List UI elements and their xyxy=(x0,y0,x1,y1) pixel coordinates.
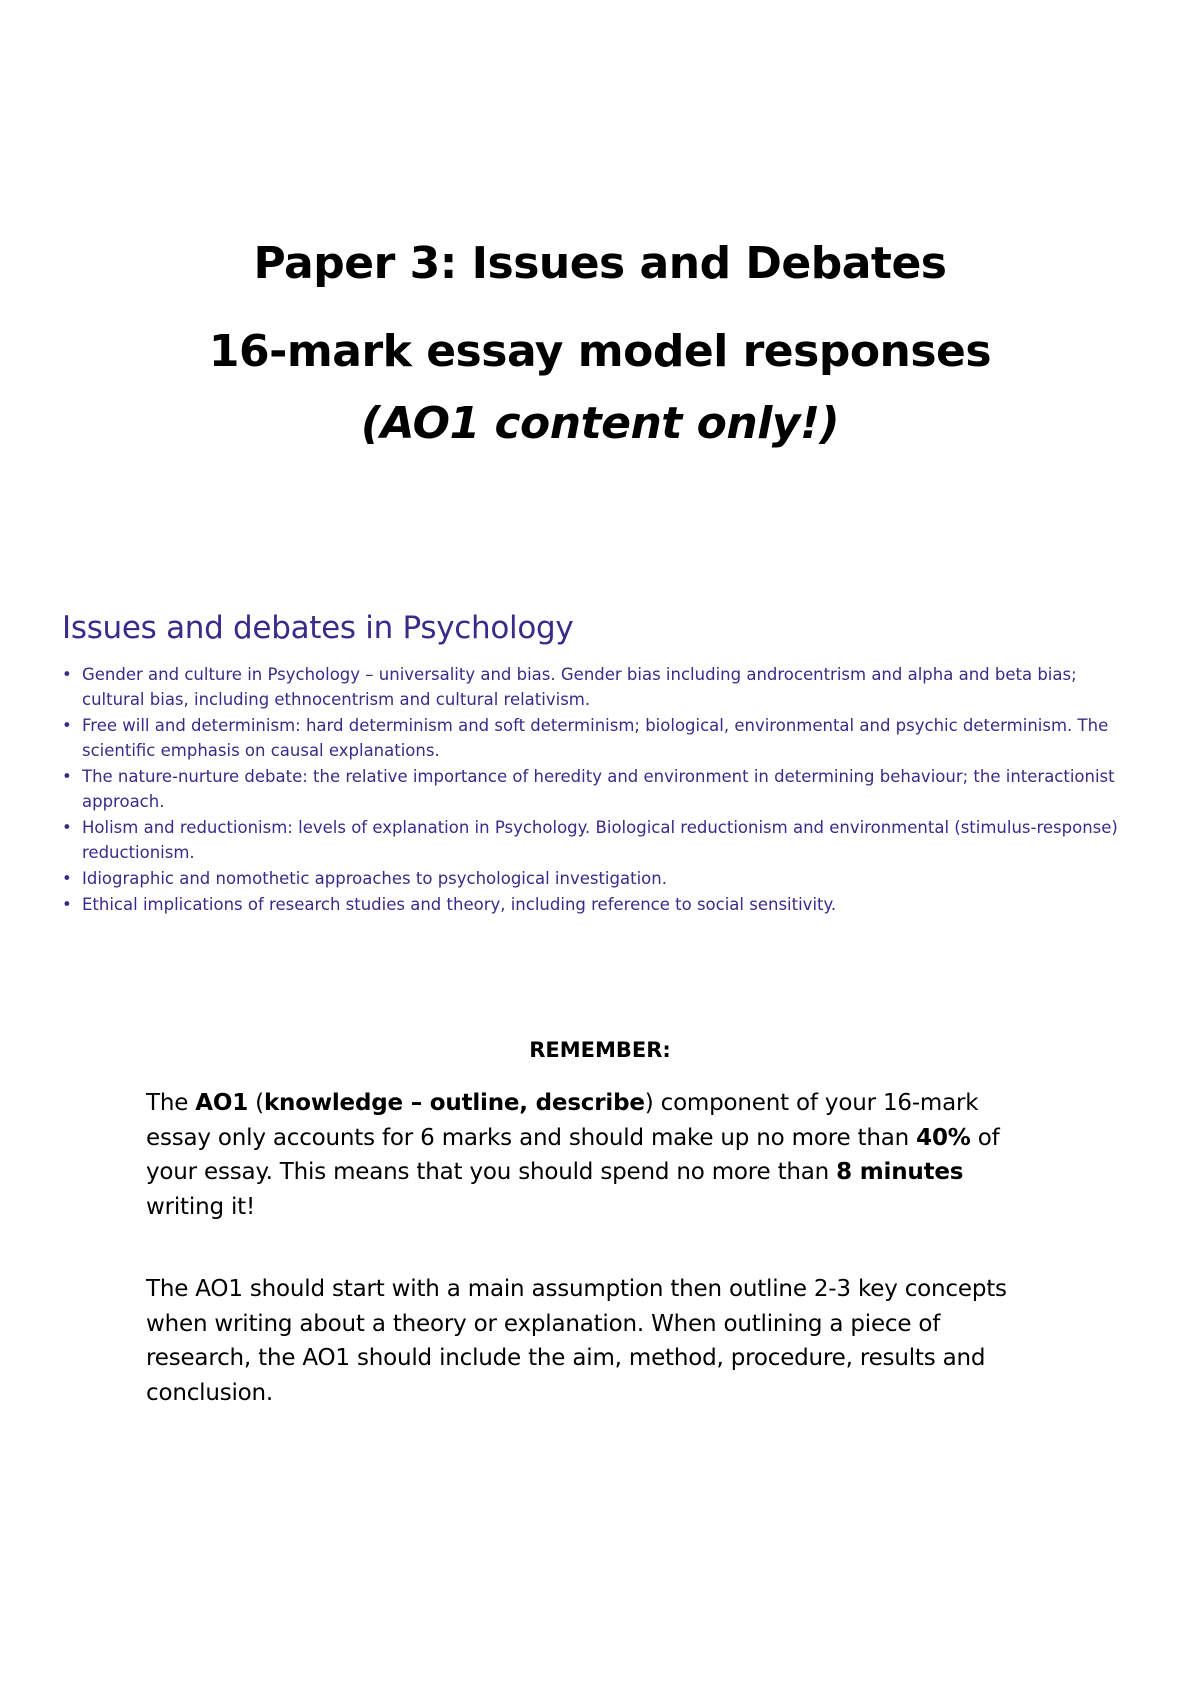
paper-note: (AO1 content only!) xyxy=(360,398,840,449)
spec-item-text: Gender and culture in Psychology – universality and bias. Gender bias including androcentrism and alpha and beta bias; cultural bias, including ethnocentrism and cultural relativism. xyxy=(82,665,1077,709)
spec-item xyxy=(62,866,1142,891)
remember-section xyxy=(146,1036,1046,1458)
spec-item xyxy=(62,815,1142,865)
para-text: The xyxy=(146,1090,196,1116)
bullet-icon: • xyxy=(62,767,72,786)
para-text: ( xyxy=(248,1090,264,1116)
paper-subtitle: 16-mark essay model responses xyxy=(208,326,992,377)
para-bold: 8 minutes xyxy=(836,1159,964,1185)
spec-item-text: Holism and reductionism: levels of explanation in Psychology. Biological reductionism and environmental (stimulus-response) reductionism. xyxy=(82,818,1118,862)
spec-item xyxy=(62,764,1142,814)
spec-list xyxy=(62,662,1142,917)
ao1-weighting-paragraph xyxy=(146,1086,1046,1224)
para-text: of your essay. This means that you should spend no more than xyxy=(146,1124,1000,1185)
para-bold: AO1 xyxy=(195,1090,249,1116)
spec-item xyxy=(62,662,1142,712)
spec-item xyxy=(62,713,1142,763)
para-text: writing it! xyxy=(146,1193,255,1220)
spec-item-text: Ethical implications of research studies and theory, including reference to social sensitivity. xyxy=(82,895,837,914)
title-block xyxy=(0,238,1200,450)
para-bold: knowledge – outline, describe xyxy=(263,1090,645,1116)
paper-title: Paper 3: Issues and Debates xyxy=(253,238,947,289)
ao1-structure-paragraph: The AO1 should start with a main assumption then outline 2-3 key concepts when writing about a theory or explanation. When outlining a piece of research, the AO1 should include the aim, method, procedure, results and conclusion. xyxy=(146,1276,1007,1406)
remember-heading: REMEMBER: xyxy=(529,1038,671,1062)
specification-excerpt xyxy=(62,608,1142,918)
bullet-icon: • xyxy=(62,818,72,837)
spec-item-text: Idiographic and nomothetic approaches to psychological investigation. xyxy=(82,869,667,888)
para-text: ) component of your 16-mark essay only accounts for 6 marks and should make up no more than xyxy=(146,1090,979,1151)
bullet-icon: • xyxy=(62,895,72,914)
spec-item-text: The nature-nurture debate: the relative importance of heredity and environment in determining behaviour; the interactionist approach. xyxy=(82,767,1115,811)
bullet-icon: • xyxy=(62,665,72,684)
para-bold: 40% xyxy=(916,1124,971,1151)
spec-item-text: Free will and determinism: hard determinism and soft determinism; biological, environmental and psychic determinism. The scientific emphasis on causal explanations. xyxy=(82,716,1109,760)
bullet-icon: • xyxy=(62,869,72,888)
bullet-icon: • xyxy=(62,716,72,735)
spec-heading: Issues and debates in Psychology xyxy=(62,610,574,646)
spec-item xyxy=(62,892,1142,917)
